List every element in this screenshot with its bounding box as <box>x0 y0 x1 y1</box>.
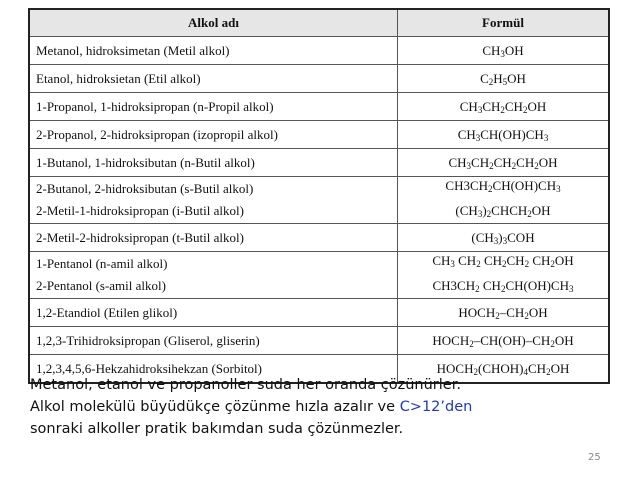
alcohol-name-cell <box>30 299 398 326</box>
formula-cell <box>398 177 608 223</box>
formula-cell <box>398 299 608 326</box>
table-row <box>30 176 608 223</box>
alcohol-name-cell <box>30 121 398 148</box>
formula-cell <box>398 37 608 64</box>
formula: $CH_3CH_2CH_2CH_2OH$ <box>448 154 558 171</box>
alcohol-name: 1,2,3-Trihidroksipropan (Gliserol, gliserin) <box>36 332 260 348</box>
alcohol-name-cell <box>30 327 398 354</box>
alcohol-name-cell <box>30 93 398 120</box>
caption-line-1: Metanol, etanol ve propanoller suda her oranda çözünürler. <box>30 377 461 393</box>
formula: $CH_3CH(OH)CH_3$ <box>457 126 549 143</box>
caption-line-2 <box>30 396 630 418</box>
formula: $HOCH_2-CH(OH)-CH_2OH$ <box>432 332 574 349</box>
alcohol-name: 1,2-Etandiol (Etilen glikol) <box>36 304 178 320</box>
alcohol-name-cell <box>30 65 398 92</box>
alcohol-name-cell <box>30 252 398 298</box>
header-formula: Formül <box>482 15 524 30</box>
alcohol-name: 1,2,3,4,5,6-Hekzahidroksihekzan (Sorbitol) <box>36 360 263 376</box>
formula: $CH3CH_2$ $CH_2CH(OH)CH_3$ <box>432 278 574 294</box>
alcohol-name: 1-Propanol, 1-hidroksipropan (n-Propil alkol) <box>36 98 274 114</box>
formula-cell <box>398 121 608 148</box>
header-name: Alkol adı <box>30 10 398 36</box>
alcohol-name: 2-Butanol, 2-hidroksibutan (s-Butil alkol) <box>36 181 254 196</box>
formula: $CH3CH_2CH(OH)CH_3$ <box>445 178 561 194</box>
alcohol-name: 1-Pentanol (n-amil alkol) <box>36 256 168 271</box>
alcohol-name: 1-Butanol, 1-hidroksibutan (n-Butil alkol) <box>36 154 255 170</box>
table-header-row <box>30 10 608 36</box>
caption-text <box>30 374 630 440</box>
alcohol-name-cell <box>30 177 398 223</box>
table-row <box>30 64 608 92</box>
page-number: 25 <box>588 452 601 463</box>
formula: $(CH_3)_2CHCH_2OH$ <box>455 203 551 219</box>
formula: $C_2H_5OH$ <box>480 70 526 87</box>
alcohol-name: 2-Metil-1-hidroksipropan (i-Butil alkol) <box>36 203 244 218</box>
alcohol-name-cell <box>30 149 398 176</box>
alcohol-name: Etanol, hidroksietan (Etil alkol) <box>36 70 201 86</box>
formula: $HOCH_2-CH_2OH$ <box>458 304 548 321</box>
alcohol-table <box>28 8 610 384</box>
formula: $HOCH_2(CHOH)_4CH_2OH$ <box>436 360 570 377</box>
formula-cell <box>398 65 608 92</box>
formula-cell <box>398 327 608 354</box>
formula-cell <box>398 252 608 298</box>
table-row <box>30 36 608 64</box>
table-row <box>30 223 608 251</box>
alcohol-name-cell <box>30 224 398 251</box>
table-row <box>30 120 608 148</box>
formula-cell <box>398 149 608 176</box>
caption-line-3: sonraki alkoller pratik bakımdan suda çözünmezler. <box>30 421 404 437</box>
alcohol-name: Metanol, hidroksimetan (Metil alkol) <box>36 42 230 58</box>
table-row <box>30 92 608 120</box>
caption-line-2-text: Alkol molekülü büyüdükçe çözünme hızla azalır ve <box>30 399 400 415</box>
table-row <box>30 298 608 326</box>
formula-cell <box>398 93 608 120</box>
table-row <box>30 148 608 176</box>
table-row <box>30 326 608 354</box>
alcohol-name-cell <box>30 37 398 64</box>
formula: $CH_3$ $CH_2$ $CH_2CH_2$ $CH_2OH$ <box>432 253 574 269</box>
caption-highlight: C>12’den <box>399 399 473 415</box>
formula: $CH_3OH$ <box>482 42 524 59</box>
formula: $CH_3CH_2CH_2OH$ <box>459 98 547 115</box>
alcohol-name: 2-Propanol, 2-hidroksipropan (izopropil alkol) <box>36 126 278 142</box>
formula-cell <box>398 224 608 251</box>
formula: $(CH_3)_3COH$ <box>471 229 535 246</box>
alcohol-name: 2-Metil-2-hidroksipropan (t-Butil alkol) <box>36 229 244 245</box>
table-row <box>30 251 608 298</box>
alcohol-name: 2-Pentanol (s-amil alkol) <box>36 278 166 293</box>
